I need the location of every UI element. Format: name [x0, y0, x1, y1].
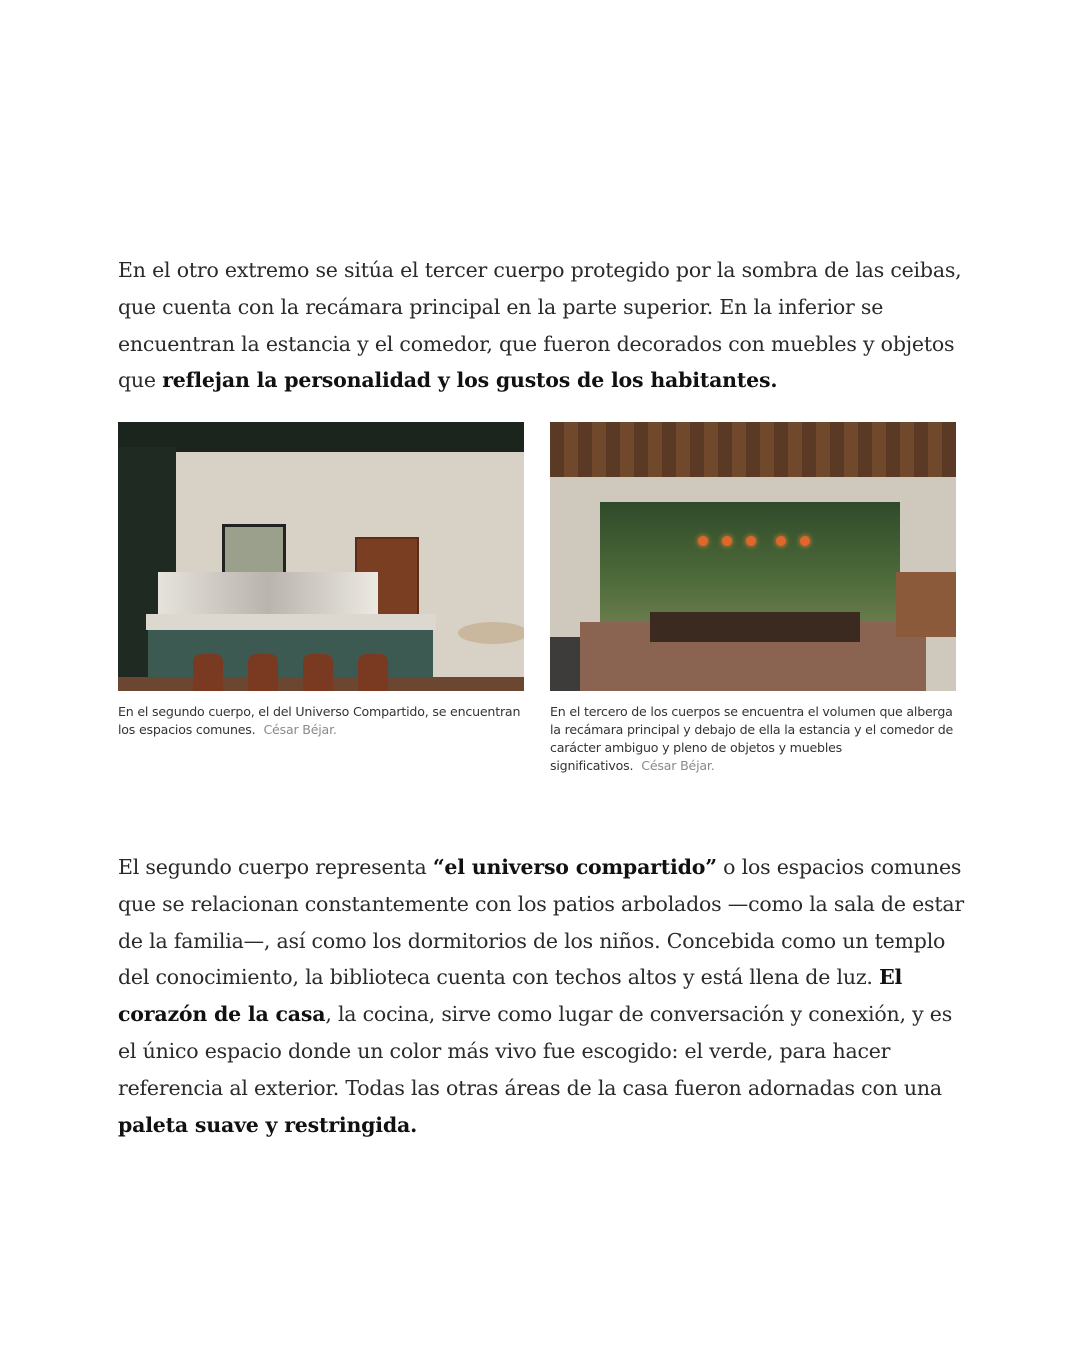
paragraph-text: El segundo cuerpo representa	[118, 855, 433, 879]
caption-text: En el segundo cuerpo, el del Universo Compartido, se encuentran los espacios comunes.	[118, 704, 521, 737]
paragraph-emphasis: “el universo compartido”	[432, 855, 717, 879]
photo-credit: César Béjar.	[263, 722, 337, 737]
figure-kitchen	[118, 422, 524, 739]
paragraph-emphasis: El corazón de la casa	[118, 965, 903, 1027]
figure-caption	[550, 703, 956, 775]
kitchen-photo	[118, 422, 524, 691]
figure-dining	[550, 422, 956, 775]
article-paragraph	[118, 849, 968, 1143]
paragraph-text: o los espacios comunes que se relacionan constantemente con los patios arbolados —como la sala de estar de la familia—, así como los dormitorios de los niños. Concebida como un templo del conocimiento, la biblioteca cuenta con techos altos y está llena de luz.	[118, 855, 965, 990]
article-paragraph	[118, 252, 968, 399]
figure-caption	[118, 703, 524, 739]
caption-text: En el tercero de los cuerpos se encuentra el volumen que alberga la recámara principal y debajo de ella la estancia y el comedor de carácter ambiguo y pleno de objetos y muebles significativos.	[550, 704, 954, 773]
paragraph-emphasis: paleta suave y restringida.	[118, 1112, 418, 1137]
paragraph-text: , la cocina, sirve como lugar de conversación y conexión, y es el único espacio donde un color más vivo fue escogido: el verde, para hacer referencia al exterior. Todas las otras áreas de la casa fueron adornadas con una	[118, 1002, 953, 1100]
paragraph-text: En el otro extremo se sitúa el tercer cuerpo protegido por la sombra de las ceibas, que cuenta con la recámara principal en la parte superior. En la inferior se encuentran la estancia y el comedor, que fueron decorados con muebles y objetos que	[118, 258, 962, 393]
paragraph-emphasis: reflejan la personalidad y los gustos de los habitantes.	[162, 368, 778, 393]
photo-credit: César Béjar.	[641, 758, 715, 773]
dining-photo	[550, 422, 956, 691]
